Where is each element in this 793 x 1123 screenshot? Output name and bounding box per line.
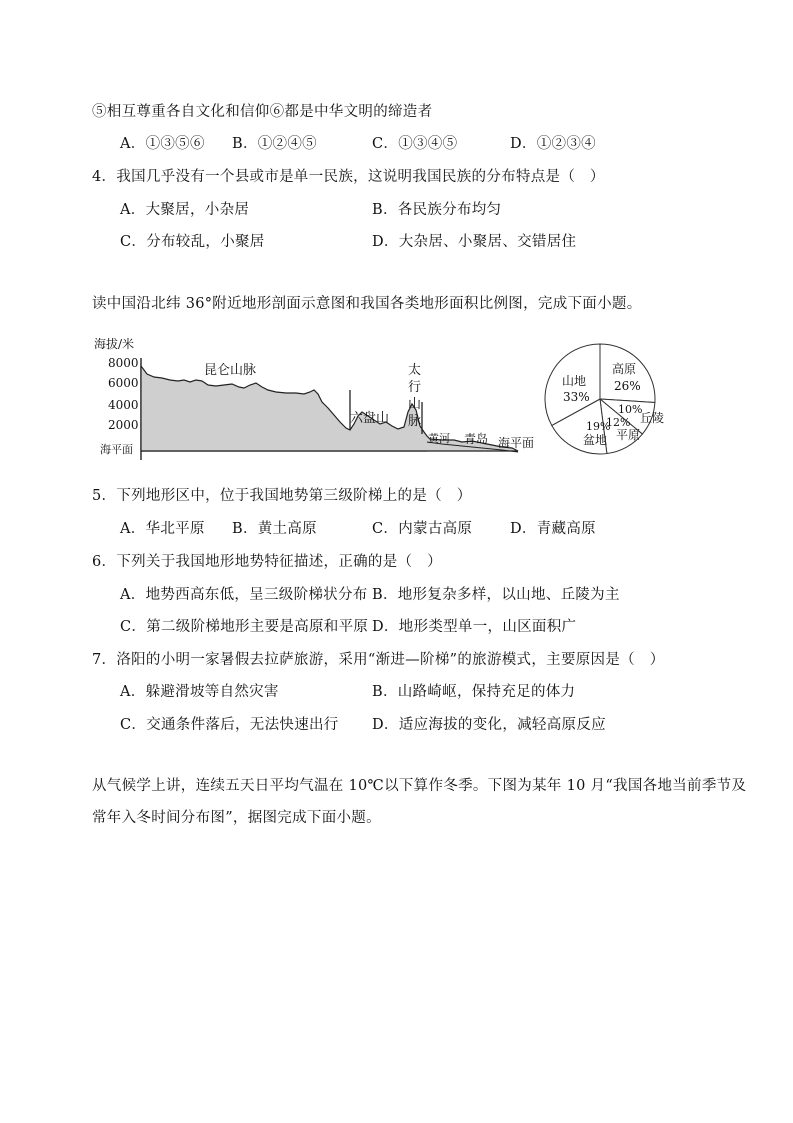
q7-option-d[interactable]: D．适应海拔的变化，减轻高原反应 (372, 717, 606, 733)
q4-option-a[interactable]: A．大聚居，小杂居 (120, 202, 250, 218)
q6-option-d[interactable]: D．地形类型单一，山区面积广 (372, 619, 577, 635)
taihang-label-4: 脉 (408, 414, 422, 429)
intro-figure-2-line1: 从气候学上讲，连续五天日平均气温在 10℃以下算作冬季。下图为某年 10 月“我国各地当前季节及 (92, 778, 747, 794)
pie-pct-plain: 12% (606, 416, 631, 429)
pie-label-hills: 丘陵 (640, 411, 665, 425)
q6-option-c[interactable]: C．第二级阶梯地形主要是高原和平原 (120, 619, 369, 635)
y-tick-4000: 4000 (108, 398, 139, 412)
sea-level-label-right: 海平面 (498, 436, 535, 450)
taihang-label-1: 太 (408, 363, 422, 378)
q3-option-b[interactable]: B．①②④⑤ (232, 136, 317, 152)
taihang-label-3: 山 (408, 397, 422, 412)
pie-pct-mountain: 33% (563, 390, 590, 404)
q5-stem: 5．下列地形区中，位于我国地势第三级阶梯上的是（ ） (92, 488, 472, 504)
q3-option-d[interactable]: D．①②③④ (510, 136, 596, 152)
pie-label-plain: 平原 (616, 428, 641, 442)
terrain-figure-svg (92, 330, 692, 465)
kunlun-label: 昆仑山脉 (204, 363, 257, 378)
huanghe-label: 黄河 (428, 432, 450, 445)
pie-pct-plateau: 26% (614, 379, 641, 393)
terrain-figure (92, 330, 692, 469)
q7-option-b[interactable]: B．山路崎岖，保持充足的体力 (372, 684, 576, 700)
y-tick-2000: 2000 (108, 418, 139, 432)
y-tick-6000: 6000 (108, 376, 139, 390)
y-tick-8000: 8000 (108, 356, 139, 370)
sea-level-label-left: 海平面 (100, 443, 133, 456)
terrain-profile (94, 336, 534, 460)
q3-statement: ⑤相互尊重各自文化和信仰⑥都是中华文明的缔造者 (92, 104, 433, 120)
q3-option-c[interactable]: C．①③④⑤ (372, 136, 458, 152)
q6-option-a[interactable]: A．地势西高东低，呈三级阶梯状分布 (120, 587, 368, 603)
q7-stem: 7．洛阳的小明一家暑假去拉萨旅游，采用“渐进—阶梯”的旅游模式，主要原因是（ ） (92, 652, 665, 668)
pie-label-plateau: 高原 (612, 362, 637, 376)
q4-option-b[interactable]: B．各民族分布均匀 (372, 202, 502, 218)
q7-option-c[interactable]: C．交通条件落后，无法快速出行 (120, 717, 339, 733)
taihang-label-2: 行 (408, 380, 422, 395)
intro-figure-2-line2: 常年入冬时间分布图”，据图完成下面小题。 (92, 810, 381, 826)
intro-figure-1: 读中国沿北纬 36°附近地形剖面示意图和我国各类地形面积比例图，完成下面小题。 (92, 296, 642, 312)
q7-option-a[interactable]: A．躲避滑坡等自然灾害 (120, 684, 279, 700)
q4-option-d[interactable]: D．大杂居、小聚居、交错居住 (372, 234, 577, 250)
q6-stem: 6．下列关于我国地形地势特征描述，正确的是（ ） (92, 554, 442, 570)
qingdao-label: 青岛 (464, 432, 489, 446)
pie-label-mountain: 山地 (562, 374, 587, 388)
q3-option-a[interactable]: A．①③⑤⑥ (120, 136, 205, 152)
q5-option-b[interactable]: B．黄土高原 (232, 521, 317, 537)
landform-pie (545, 344, 664, 454)
pie-pct-hills: 10% (618, 403, 643, 416)
q6-option-b[interactable]: B．地形复杂多样，以山地、丘陵为主 (372, 587, 620, 603)
terrain-profile-area (141, 366, 518, 451)
pie-pct-basin: 19% (586, 420, 611, 433)
q5-option-d[interactable]: D．青藏高原 (510, 521, 596, 537)
q5-option-c[interactable]: C．内蒙古高原 (372, 521, 473, 537)
liupan-label: 六盘山 (350, 411, 390, 426)
q4-option-c[interactable]: C．分布较乱，小聚居 (120, 234, 265, 250)
q4-stem: 4．我国几乎没有一个县或市是单一民族，这说明我国民族的分布特点是（ ） (92, 169, 605, 185)
pie-label-basin: 盆地 (583, 433, 608, 447)
q5-option-a[interactable]: A．华北平原 (120, 521, 205, 537)
y-axis-title: 海拔/米 (94, 337, 135, 351)
